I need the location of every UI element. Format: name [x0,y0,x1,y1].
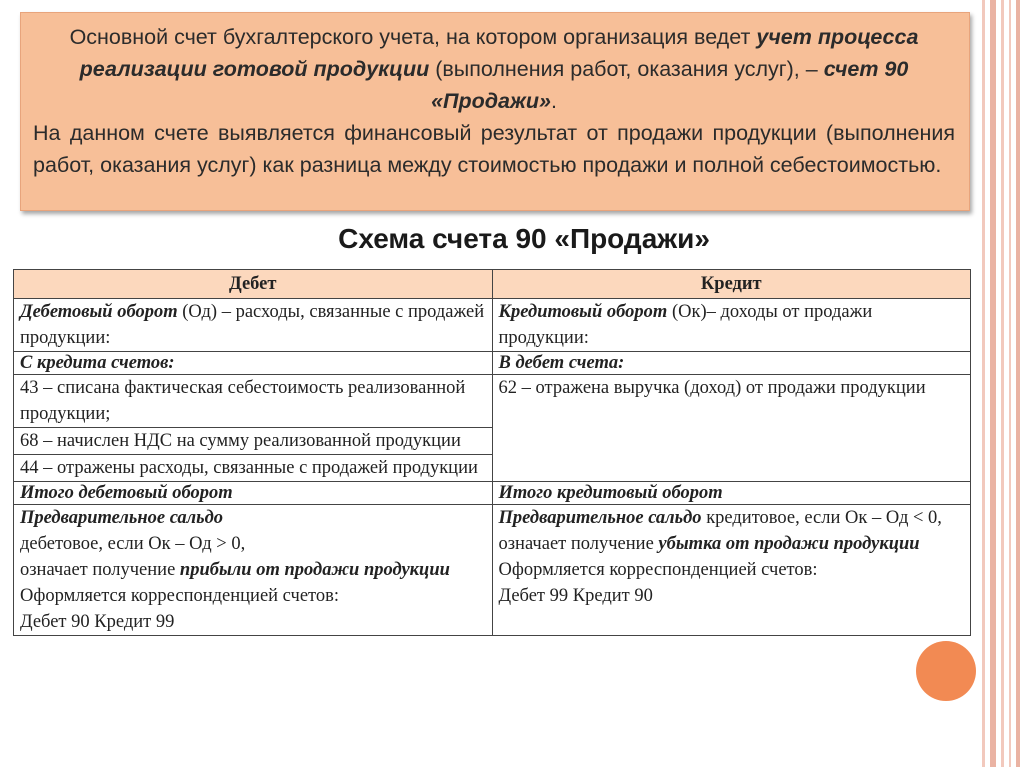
debit-entry-cell: 68 – начислен НДС на сумму реализованной продукции [14,428,493,455]
account-scheme-table [13,269,971,636]
debit-balance-means: означает получение [20,560,176,580]
intro-account-name: счет 90 «Продажи» [431,57,909,113]
debit-balance-meaning [20,557,486,583]
decor-circle [916,641,976,701]
decor-stripe [1009,0,1011,767]
debit-balance-correspondence: Оформляется корреспонденцией счетов: [20,586,339,606]
table-row [14,299,971,352]
decor-stripe [990,0,996,767]
debit-balance-label: Предварительное сальдо [20,508,224,528]
credit-turnover-text: (Ок)– доходы от продажи продукции: [498,302,873,348]
intro-box [20,12,970,211]
intro-text: . [550,89,557,113]
debit-balance-entry: Дебет 90 Кредит 99 [20,612,175,632]
debit-balance-condition: дебетовое, если Ок – Од > 0, [20,534,246,554]
credit-header: Кредит [492,270,971,299]
table-row [14,482,971,505]
intro-text: Основной счет бухгалтерского учета, на котором организация ведет [69,25,751,49]
debit-balance-cell [14,505,493,636]
credit-balance-result: убытка от продажи продукции [658,534,920,554]
debit-balance-result: прибыли от продажи продукции [179,560,450,580]
table-row [14,352,971,375]
credit-turnover-label: Кредитовый оборот [498,302,668,322]
scheme-heading: Схема счета 90 «Продажи» [338,223,710,254]
credit-balance-condition: кредитовое, если Ок – Од < 0, означает получение [498,508,942,554]
decor-stripe [1016,0,1020,767]
credit-balance-entry: Дебет 99 Кредит 90 [498,586,653,606]
decor-stripe [982,0,985,767]
decor-stripe [1001,0,1004,767]
debit-turnover-cell [14,299,493,352]
intro-bold-phrase: учет процесса реализации готовой продукции [79,25,919,81]
total-credit-cell: Итого кредитовый оборот [492,482,971,505]
debit-entry-cell: 43 – списана фактическая себестоимость реализованной продукции; [14,375,493,428]
debit-header: Дебет [14,270,493,299]
table-header-row [14,270,971,299]
credit-balance-label: Предварительное сальдо [498,508,702,528]
debit-entry-cell: 44 – отражены расходы, связанные с продажей продукции [14,455,493,482]
debit-turnover-text: (Од) – расходы, связанные с продажей продукции: [20,302,485,348]
to-debit-cell: В дебет счета: [492,352,971,375]
credit-balance-cell [492,505,971,636]
from-credit-cell: С кредита счетов: [14,352,493,375]
intro-paragraph-1 [33,21,955,117]
credit-balance-correspondence: Оформляется корреспонденцией счетов: [498,560,818,580]
total-debit-cell: Итого дебетовый оборот [14,482,493,505]
intro-text: (выполнения работ, оказания услуг), – [435,57,818,81]
credit-balance-text [499,505,965,557]
intro-paragraph-2: На данном счете выявляется финансовый результат от продажи продукции (выполнения работ, оказания услуг) как разница между стоимостью продажи и полной себестоимостью. [33,121,955,177]
credit-entry-cell: 62 – отражена выручка (доход) от продажи продукции [492,375,971,482]
debit-turnover-label: Дебетовый оборот [20,302,178,322]
credit-turnover-cell [492,299,971,352]
table-row [14,505,971,636]
table-row [14,375,971,428]
